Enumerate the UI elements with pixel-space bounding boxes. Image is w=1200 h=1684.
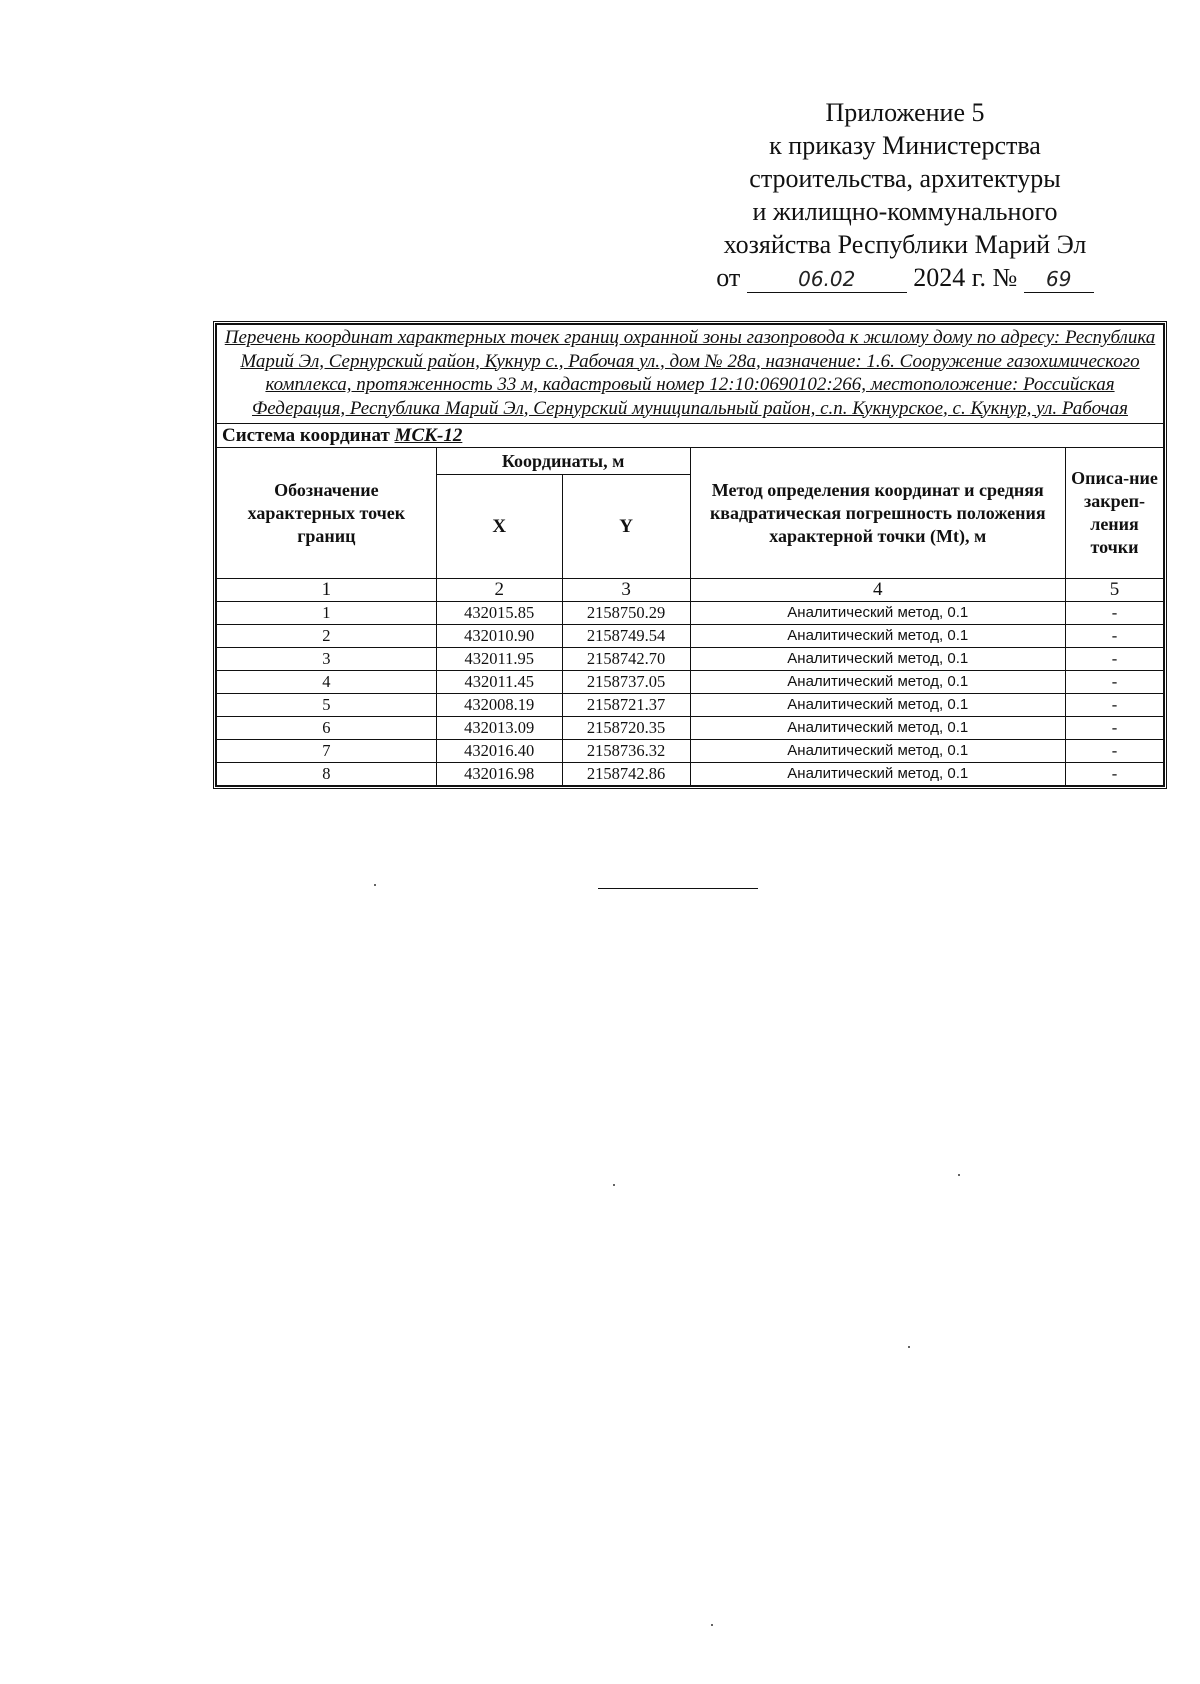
coord-x: 432011.45	[436, 671, 562, 694]
table-row	[217, 717, 1164, 740]
coord-x: 432013.09	[436, 717, 562, 740]
point-description: -	[1066, 602, 1164, 625]
coord-y: 2158721.37	[562, 694, 690, 717]
table-row	[217, 602, 1164, 625]
table-caption: Перечень координат характерных точек границ охранной зоны газопровода к жилому дому по адресу: Республика Марий Эл, Сернурский район, Кукнур с., Рабочая ул., дом № 28а, назначение: 1.6. Сооружение газохимического комплекса, протяженность 33 м, кадастровый номер 12:10:0690102:266, местоположение: Российская Федерация, Республика Марий Эл, Сернурский муниципальный район, с.п. Кукнурское, с. Кукнур, ул. Рабочая	[217, 325, 1164, 424]
column-numbers-row	[217, 579, 1164, 602]
header-y: Y	[562, 475, 690, 579]
header-method: Метод определения координат и средняя квадратическая погрешность положения характерной точки (Mt), м	[690, 448, 1066, 579]
column-number: 5	[1066, 579, 1164, 602]
point-id: 3	[217, 648, 437, 671]
coord-y: 2158737.05	[562, 671, 690, 694]
table-row	[217, 740, 1164, 763]
coord-x: 432011.95	[436, 648, 562, 671]
point-description: -	[1066, 671, 1164, 694]
handwritten-order-number: 69	[1024, 266, 1094, 293]
coordinate-system-label: Система координат	[222, 424, 390, 446]
point-id: 2	[217, 625, 437, 648]
method: Аналитический метод, 0.1	[690, 763, 1066, 786]
point-description: -	[1066, 763, 1164, 786]
coord-x: 432016.40	[436, 740, 562, 763]
point-id: 1	[217, 602, 437, 625]
coord-x: 432015.85	[436, 602, 562, 625]
coord-x: 432010.90	[436, 625, 562, 648]
appendix-header	[690, 96, 1120, 294]
column-number: 4	[690, 579, 1066, 602]
scan-speck	[374, 884, 376, 886]
scan-speck	[711, 1624, 713, 1626]
table-row	[217, 625, 1164, 648]
coord-y: 2158749.54	[562, 625, 690, 648]
coord-x: 432008.19	[436, 694, 562, 717]
point-description: -	[1066, 740, 1164, 763]
ministry-line-2: и жилищно-коммунального	[752, 197, 1058, 226]
method: Аналитический метод, 0.1	[690, 717, 1066, 740]
method: Аналитический метод, 0.1	[690, 625, 1066, 648]
appendix-title: Приложение 5	[825, 98, 985, 127]
point-description: -	[1066, 717, 1164, 740]
order-reference-line: к приказу Министерства	[769, 131, 1041, 160]
method: Аналитический метод, 0.1	[690, 671, 1066, 694]
column-number: 2	[436, 579, 562, 602]
scan-speck	[958, 1174, 960, 1176]
point-description: -	[1066, 694, 1164, 717]
point-description: -	[1066, 648, 1164, 671]
method: Аналитический метод, 0.1	[690, 602, 1066, 625]
header-designation: Обозначение характерных точек границ	[217, 448, 437, 579]
coord-x: 432016.98	[436, 763, 562, 786]
coord-y: 2158742.86	[562, 763, 690, 786]
point-id: 7	[217, 740, 437, 763]
table-row	[217, 763, 1164, 786]
coord-y: 2158736.32	[562, 740, 690, 763]
ministry-line-1: строительства, архитектуры	[749, 164, 1061, 193]
year-and-number-label: 2024 г. №	[913, 263, 1018, 292]
header-coordinates: Координаты, м	[436, 448, 690, 475]
order-date-line	[690, 261, 1120, 294]
method: Аналитический метод, 0.1	[690, 694, 1066, 717]
scan-speck	[613, 1184, 615, 1186]
scan-speck	[908, 1346, 910, 1348]
point-id: 8	[217, 763, 437, 786]
column-number: 3	[562, 579, 690, 602]
table-row	[217, 671, 1164, 694]
coordinates-table	[216, 324, 1164, 786]
from-label: от	[716, 263, 741, 292]
table-row	[217, 694, 1164, 717]
handwritten-date: 06.02	[747, 266, 907, 293]
column-number: 1	[217, 579, 437, 602]
coordinate-system-row	[217, 424, 1164, 448]
coord-y: 2158742.70	[562, 648, 690, 671]
end-divider	[598, 888, 758, 889]
coordinate-system-value: МСК-12	[394, 424, 463, 446]
header-x: X	[436, 475, 562, 579]
coord-y: 2158750.29	[562, 602, 690, 625]
point-id: 6	[217, 717, 437, 740]
point-description: -	[1066, 625, 1164, 648]
table-row	[217, 648, 1164, 671]
ministry-line-3: хозяйства Республики Марий Эл	[723, 230, 1087, 259]
header-description: Описа-ние закреп-ления точки	[1066, 448, 1164, 579]
method: Аналитический метод, 0.1	[690, 648, 1066, 671]
method: Аналитический метод, 0.1	[690, 740, 1066, 763]
point-id: 4	[217, 671, 437, 694]
coord-y: 2158720.35	[562, 717, 690, 740]
point-id: 5	[217, 694, 437, 717]
